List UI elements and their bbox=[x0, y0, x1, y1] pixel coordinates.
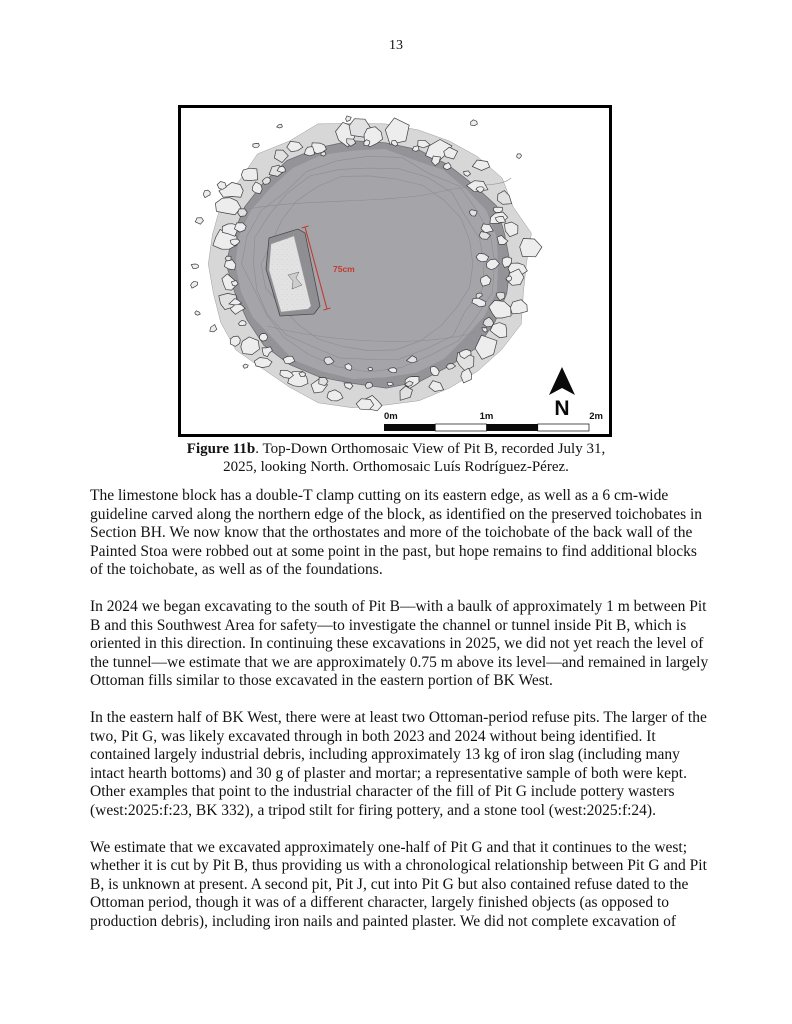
figure-shape bbox=[191, 264, 198, 269]
figure-shape bbox=[204, 190, 211, 198]
body-paragraph: The limestone block has a double-T clamp cutting on its eastern edge, as well as a 6 cm-wide guideline carved along the northern edge of the block, as identified on the preserved toichobates in Section BH. We now know that the orthostates and more of the toichobate of the back wall of the Painted Stoa were robbed out at some point in the past, but hope remains to find additional blocks of the toichobate, as well as of the foundations. bbox=[90, 487, 703, 579]
figure-shape bbox=[191, 281, 198, 288]
figure-shape bbox=[368, 367, 373, 371]
page-number: 13 bbox=[389, 38, 403, 53]
caption-label: Figure 11b bbox=[186, 441, 256, 457]
figure-shape bbox=[241, 168, 257, 180]
scale-label-0m: 0m bbox=[384, 411, 398, 422]
body-paragraph: In the eastern half of BK West, there were at least two Ottoman-period refuse pits. The larger of the two, Pit G, was likely excavated through in both 2023 and 2024 without being identified. It contained largely industrial debris, including approximately 13 kg of iron slag (including many intact hearth bottoms) and 30 g of plaster and mortar; a representative sample of both were kept. Other examples that point to the industrial character of the fill of Pit G include pottery wasters (west:2025:f:23, BK 332), a tripod stilt for firing pottery, and a stone tool (west:2025:f:24). bbox=[90, 708, 707, 819]
scale-segment bbox=[487, 424, 538, 431]
body-paragraph: In 2024 we began excavating to the south of Pit B—with a baulk of approximately 1 m between Pit B and this Southwest Area for safety—to investigate the channel or tunnel inside Pit B, which is oriented in this direction. In continuing these excavations in 2025, we did not yet reach the level of the tunnel—we estimate that we are approximately 0.75 m above its level—and remained in largely Ottoman fills similar to those excavated in the eastern portion of BK West. bbox=[90, 597, 709, 690]
figure-shape bbox=[195, 311, 201, 315]
figure-shape bbox=[493, 207, 502, 213]
scale-bar bbox=[384, 411, 603, 431]
scale-segment bbox=[435, 424, 486, 431]
scale-segment bbox=[384, 424, 435, 431]
pit-plan-drawing bbox=[181, 108, 609, 434]
figure-shape bbox=[346, 116, 352, 122]
figure-caption bbox=[116, 441, 676, 476]
figure-shape bbox=[210, 325, 217, 332]
north-arrow-icon bbox=[549, 367, 575, 395]
figure-shape bbox=[243, 364, 248, 368]
figure-shape bbox=[217, 182, 226, 190]
figure-shape bbox=[520, 239, 542, 257]
scale-segment bbox=[538, 424, 589, 431]
figure-shape bbox=[260, 334, 268, 342]
north-arrow bbox=[549, 367, 575, 420]
figure-shape bbox=[195, 218, 203, 225]
scale-label-1m: 1m bbox=[479, 411, 494, 422]
caption-line-1 bbox=[116, 441, 676, 459]
figure-shape bbox=[517, 154, 522, 159]
figure-shape bbox=[277, 124, 283, 128]
scale-label-2m: 2m bbox=[589, 411, 603, 422]
figure-frame bbox=[178, 105, 612, 437]
caption-line-2: 2025, looking North. Orthomosaic Luís Rodríguez-Pérez. bbox=[223, 458, 569, 475]
caption-line1-text: . Top-Down Orthomosaic View of Pit B, recorded July 31, bbox=[255, 441, 606, 457]
figure-shape bbox=[253, 144, 259, 148]
figure-shape bbox=[510, 300, 527, 314]
figure-shape bbox=[413, 146, 420, 152]
figure-shape bbox=[385, 118, 409, 144]
body-paragraph: We estimate that we excavated approximately one-half of Pit G and that it continues to the west; whether it is cut by Pit B, thus providing us with a chronological relationship between Pit G and Pit B, is unknown at present. A second pit, Pit J, cut into Pit G but also contained refuse dated to the Ottoman period, though it was of a different character, largely finished objects (as opposed to production debris), including iron nails and painted plaster. We did not complete excavation of bbox=[90, 838, 707, 930]
body-text bbox=[90, 487, 712, 949]
measurement-label: 75cm bbox=[333, 264, 355, 274]
figure-shape bbox=[238, 209, 248, 217]
figure-shape bbox=[471, 120, 478, 126]
north-label: N bbox=[554, 397, 570, 420]
